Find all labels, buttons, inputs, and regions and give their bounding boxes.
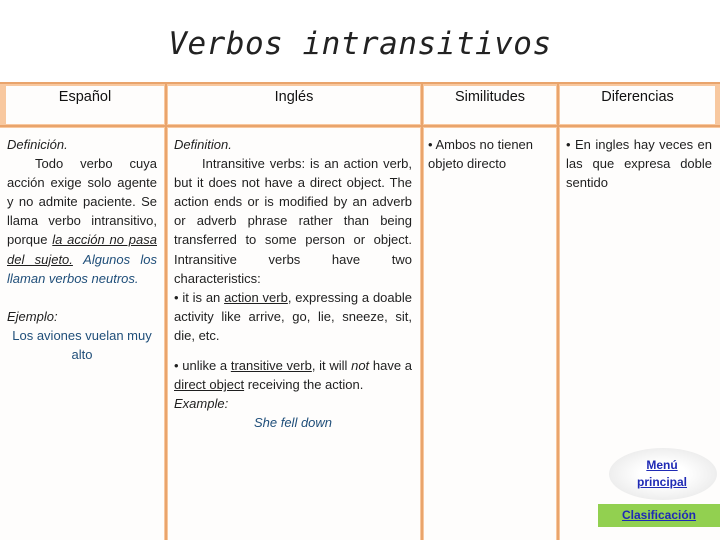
main-menu-link[interactable]: Menú principal [636,458,687,489]
ingles-def-label: Definition. [174,137,232,152]
espanol-def-paragraph [7,154,157,288]
espanol-def-label: Definición. [7,137,68,152]
ingles-bullet-2-mid: , it will [311,358,348,374]
body-cell-similitudes-bg [424,128,556,540]
diferencias-cell [566,135,712,192]
espanol-def-text-2: Algunos los llaman verbos neutros. [7,251,157,286]
ingles-bullet-1-post: , expressing a doable activity like arrive, go, lie, sneeze, sit, die, etc. [174,289,412,343]
espanol-example-text: Los aviones vuelan muy alto [12,327,152,362]
similitudes-cell [428,135,552,173]
header-espanol: Español [58,89,112,105]
ingles-bullet-2-post: receiving the action. [247,377,364,393]
espanol-def-text: Todo verbo cuya acción exige solo agente y no admite paciente. Se llama verbo intransitivo, porque [7,156,157,248]
header-ingles: Inglés [274,89,314,105]
col-divider-1 [165,82,167,540]
clasificacion-button[interactable]: Clasificación [598,504,720,527]
header-divider [0,125,720,127]
ingles-bullet-1 [174,288,412,345]
action-verb-link[interactable]: action verb [224,289,288,305]
page-title: Verbos intransitivos [168,26,552,62]
ingles-bullet-1-pre: • it is an [174,289,221,305]
diferencias-text: • En ingles hay veces en las que expresa doble sentido [566,137,712,191]
ingles-bullet-2 [174,356,412,394]
transitive-verb-link[interactable]: transitive verb [230,358,312,374]
espanol-cell [7,135,157,364]
ingles-example-text: She fell down [253,415,333,431]
col-divider-2 [421,82,423,540]
ingles-example-label: Example: [174,396,229,412]
header-similitudes: Similitudes [454,89,526,105]
espanol-def-underlined: la acción no pasa del sujeto. [7,232,157,267]
ingles-bullet-2-pre: • unlike a [174,358,228,374]
col-divider-3 [557,82,559,540]
similitudes-text: • Ambos no tienen objeto directo [428,137,534,172]
direct-object-link[interactable]: direct object [174,377,245,393]
header-diferencias: Diferencias [601,89,674,105]
ingles-def-text: Intransitive verbs: is an action verb, but it does not have a direct object. The action ends or is modified by an adverb or adverb phrase rather than being transferred to some person or object. Intransitive verbs have two characteristics: [174,156,412,286]
espanol-example-label: Ejemplo: [7,308,58,324]
ingles-cell [174,135,412,432]
ingles-bullet-2-mid2: have a [372,358,412,374]
table-top-border [0,82,720,84]
ingles-bullet-2-not: not [351,358,370,374]
